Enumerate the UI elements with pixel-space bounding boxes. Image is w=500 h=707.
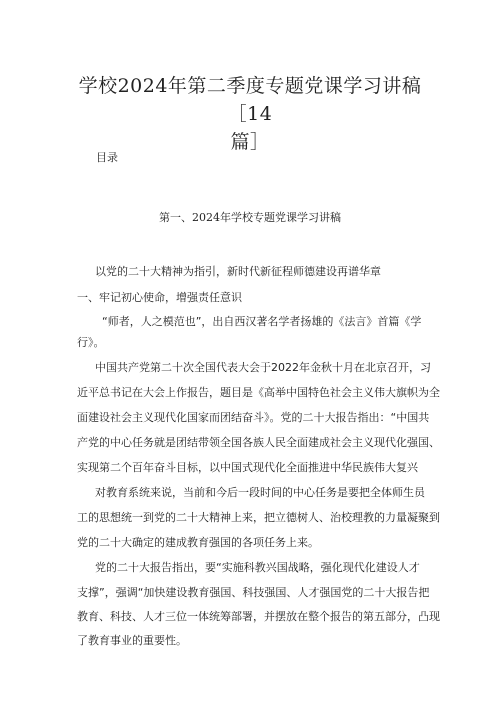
paragraph-line: 行》。 xyxy=(77,336,105,349)
paragraph-line: 工的思想统一到党的二十大精神上来，把立德树人、治校理教的力量凝聚到 xyxy=(77,511,440,524)
title-line-1: 学校2024年第二季度专题党课学习讲稿［14 xyxy=(78,75,422,125)
paragraph-line: 中国共产党第二十次全国代表大会于2022年金秋十月在北京召开，习 xyxy=(95,361,431,374)
chapter-title: 第一、2024年学校专题党课学习讲稿 xyxy=(159,211,341,224)
paragraph-line: 对教育系统来说，当前和今后一段时间的中心任务是要把全体师生员 xyxy=(95,486,425,499)
toc-label: 目录 xyxy=(96,151,118,164)
document-title xyxy=(60,72,440,156)
paragraph-line: “师者，人之模范也”，出自西汉著名学者扬雄的《法言》首篇《学 xyxy=(102,315,422,328)
paragraph-line: 党的二十大确定的建成教育强国的各项任务上来。 xyxy=(77,536,319,549)
paragraph-line: 支撑”，强调“加快建设教育强国、科技强国、人才强国党的二十大报告把 xyxy=(77,586,430,599)
title-line-2: 篇］ xyxy=(230,131,270,153)
paragraph-line: 实现第二个百年奋斗目标，以中国式现代化全面推进中华民族伟大复兴 xyxy=(77,461,418,474)
paragraph-line: 了教育事业的重要性。 xyxy=(77,634,187,647)
section-heading: 一、牢记初心使命，增强责任意识 xyxy=(77,291,242,304)
paragraph-heading: 以党的二十大精神为指引，新时代新征程师德建设再谱华章 xyxy=(95,265,381,278)
paragraph-line: 党的二十大报告指出，要“实施科教兴国战略，强化现代化建设人才 xyxy=(95,561,420,574)
paragraph-line: 近平总书记在大会上作报告，题目是《高举中国特色社会主义伟大旗帜为全 xyxy=(77,386,440,399)
paragraph-line: 面建设社会主义现代化国家而团结奋斗》。党的二十大报告指出：“中国共 xyxy=(77,411,430,424)
paragraph-line: 产党的中心任务就是团结带领全国各族人民全面建成社会主义现代化强国、 xyxy=(77,436,440,449)
paragraph-line: 教育、科技、人才三位一体统筹部署，并摆放在整个报告的第五部分，凸现 xyxy=(77,610,440,623)
